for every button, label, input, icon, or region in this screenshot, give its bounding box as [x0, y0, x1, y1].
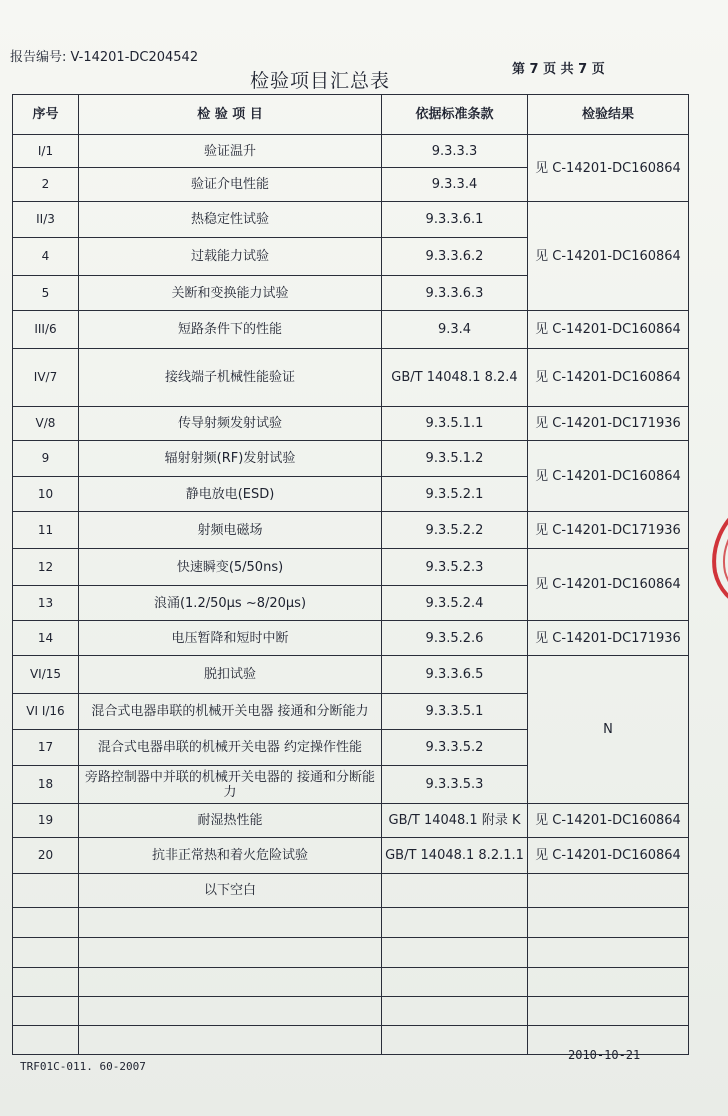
table-row — [13, 838, 689, 874]
row-clause: GB/T 14048.1 8.2.1.1 — [382, 838, 528, 874]
page-indicator: 第 7 页 共 7 页 — [512, 62, 605, 77]
row-item: 辐射射频(RF)发射试验 — [79, 441, 382, 477]
row-item: 混合式电器串联的机械开关电器 约定操作性能 — [79, 730, 382, 766]
row-clause: 9.3.5.2.2 — [382, 512, 528, 549]
row-no: IV/7 — [13, 349, 79, 407]
row-result: 见 C-14201-DC160864 — [528, 135, 689, 202]
table-row — [13, 804, 689, 838]
row-no: III/6 — [13, 311, 79, 349]
table-row-empty — [13, 968, 689, 997]
row-clause: 9.3.3.6.1 — [382, 202, 528, 238]
row-result: 见 C-14201-DC160864 — [528, 311, 689, 349]
table-header-row — [13, 95, 689, 135]
row-no — [13, 874, 79, 908]
row-clause: 9.3.4 — [382, 311, 528, 349]
row-no: 10 — [13, 477, 79, 512]
row-clause: GB/T 14048.1 8.2.4 — [382, 349, 528, 407]
row-no: 17 — [13, 730, 79, 766]
row-no: 19 — [13, 804, 79, 838]
row-clause: 9.3.3.6.2 — [382, 238, 528, 276]
row-item: 电压暂降和短时中断 — [79, 621, 382, 656]
row-result: 见 C-14201-DC160864 — [528, 804, 689, 838]
table-row — [13, 407, 689, 441]
row-clause: 9.3.5.1.1 — [382, 407, 528, 441]
row-no: 11 — [13, 512, 79, 549]
row-no: 13 — [13, 586, 79, 621]
row-clause: 9.3.5.2.6 — [382, 621, 528, 656]
row-no: 20 — [13, 838, 79, 874]
row-item: 短路条件下的性能 — [79, 311, 382, 349]
row-item: 快速瞬变(5/50ns) — [79, 549, 382, 586]
row-item: 浪涌(1.2/50μs ~8/20μs) — [79, 586, 382, 621]
row-no: I/1 — [13, 135, 79, 168]
row-item: 热稳定性试验 — [79, 202, 382, 238]
row-clause: GB/T 14048.1 附录 K — [382, 804, 528, 838]
summary-table — [12, 94, 689, 1055]
col-header-clause: 依据标准条款 — [382, 95, 528, 135]
table-row — [13, 621, 689, 656]
table-row — [13, 349, 689, 407]
col-header-item: 检 验 项 目 — [79, 95, 382, 135]
row-clause: 9.3.3.4 — [382, 168, 528, 202]
row-clause: 9.3.3.5.3 — [382, 766, 528, 804]
row-no: 12 — [13, 549, 79, 586]
form-number: TRF01C-011. 60-2007 — [20, 1060, 146, 1073]
table-row — [13, 135, 689, 168]
row-result: 见 C-14201-DC160864 — [528, 441, 689, 512]
table-row-empty — [13, 938, 689, 968]
row-no: VI/15 — [13, 656, 79, 694]
row-item: 混合式电器串联的机械开关电器 接通和分断能力 — [79, 694, 382, 730]
row-item: 以下空白 — [79, 874, 382, 908]
row-item: 关断和变换能力试验 — [79, 276, 382, 311]
row-item: 过载能力试验 — [79, 238, 382, 276]
row-clause: 9.3.3.3 — [382, 135, 528, 168]
row-item: 接线端子机械性能验证 — [79, 349, 382, 407]
row-item: 旁路控制器中并联的机械开关电器的 接通和分断能力 — [79, 766, 382, 804]
row-item: 静电放电(ESD) — [79, 477, 382, 512]
table-row — [13, 874, 689, 908]
row-result: 见 C-14201-DC171936 — [528, 621, 689, 656]
table-row-empty — [13, 908, 689, 938]
row-clause: 9.3.5.1.2 — [382, 441, 528, 477]
row-result: 见 C-14201-DC160864 — [528, 549, 689, 621]
row-no: 4 — [13, 238, 79, 276]
row-item: 验证温升 — [79, 135, 382, 168]
row-item: 耐湿热性能 — [79, 804, 382, 838]
row-no: 14 — [13, 621, 79, 656]
row-item: 传导射频发射试验 — [79, 407, 382, 441]
row-no: 18 — [13, 766, 79, 804]
table-row — [13, 441, 689, 477]
row-clause — [382, 874, 528, 908]
row-no: VI I/16 — [13, 694, 79, 730]
row-no: 9 — [13, 441, 79, 477]
row-item: 抗非正常热和着火危险试验 — [79, 838, 382, 874]
report-number: 报告编号: V-14201-DC204542 — [10, 50, 199, 65]
row-result: N — [528, 656, 689, 804]
red-seal-stamp-fragment — [707, 500, 728, 610]
row-result: 见 C-14201-DC171936 — [528, 407, 689, 441]
col-header-result: 检验结果 — [528, 95, 689, 135]
row-clause: 9.3.5.2.1 — [382, 477, 528, 512]
table-row — [13, 202, 689, 238]
row-clause: 9.3.5.2.4 — [382, 586, 528, 621]
row-clause: 9.3.3.6.3 — [382, 276, 528, 311]
row-no: II/3 — [13, 202, 79, 238]
row-no: 5 — [13, 276, 79, 311]
row-result: 见 C-14201-DC160864 — [528, 349, 689, 407]
row-item: 射频电磁场 — [79, 512, 382, 549]
row-item: 验证介电性能 — [79, 168, 382, 202]
row-result — [528, 874, 689, 908]
row-item: 脱扣试验 — [79, 656, 382, 694]
document-title: 检验项目汇总表 — [249, 70, 390, 92]
table-row — [13, 656, 689, 694]
row-result: 见 C-14201-DC160864 — [528, 202, 689, 311]
row-clause: 9.3.3.5.2 — [382, 730, 528, 766]
table-row-empty — [13, 997, 689, 1026]
table-row — [13, 549, 689, 586]
col-header-no: 序号 — [13, 95, 79, 135]
row-clause: 9.3.5.2.3 — [382, 549, 528, 586]
table-row — [13, 311, 689, 349]
table-row — [13, 512, 689, 549]
row-result: 见 C-14201-DC171936 — [528, 512, 689, 549]
row-result: 见 C-14201-DC160864 — [528, 838, 689, 874]
row-no: V/8 — [13, 407, 79, 441]
issue-date: 2010-10-21 — [568, 1048, 641, 1062]
row-clause: 9.3.3.6.5 — [382, 656, 528, 694]
row-clause: 9.3.3.5.1 — [382, 694, 528, 730]
row-no: 2 — [13, 168, 79, 202]
